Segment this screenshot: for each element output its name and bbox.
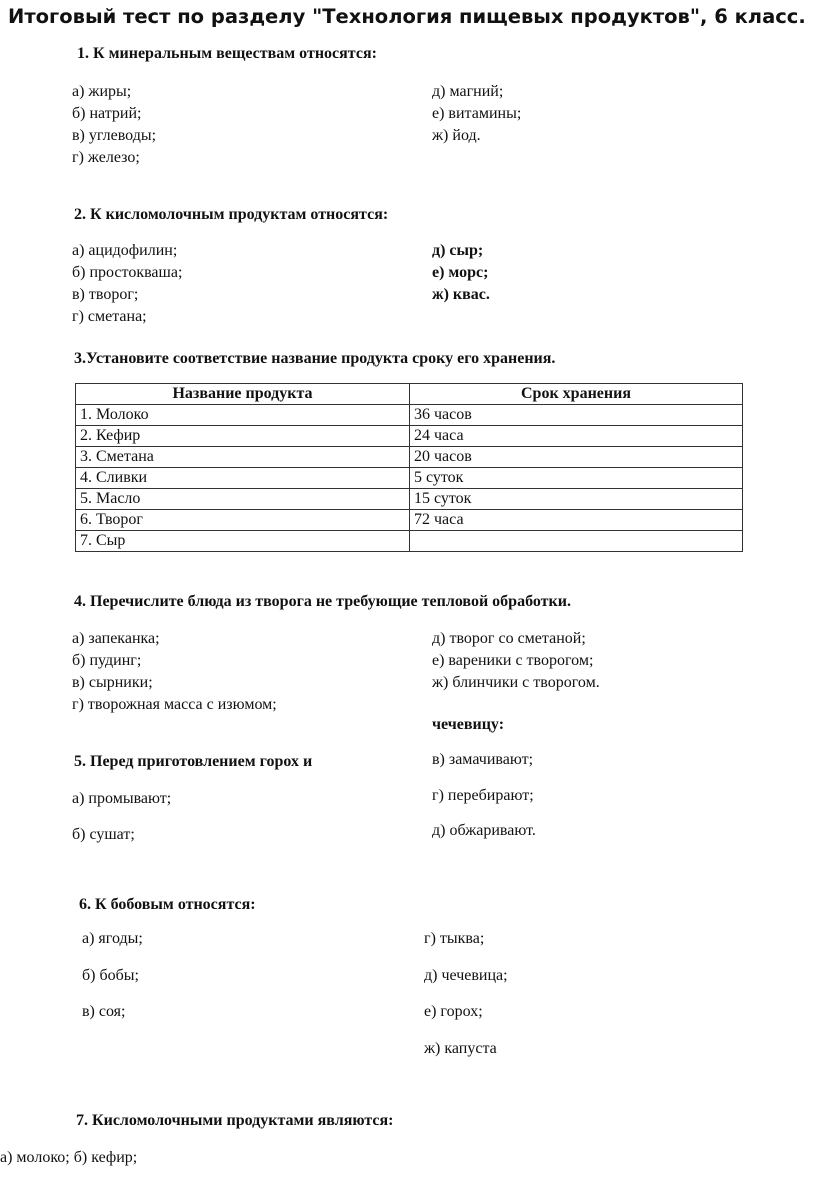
storage-cell: 36 часов	[410, 405, 743, 426]
q1-option-right-3: ж) йод.	[432, 127, 481, 144]
storage-cell: 15 суток	[410, 489, 743, 510]
q5-option-b: б) сушат;	[72, 826, 135, 843]
storage-table	[75, 383, 743, 552]
q1-option-b: б) натрий;	[72, 105, 142, 122]
q5-option-right-3: д) обжаривают.	[432, 822, 536, 839]
q4-option-c: в) сырники;	[72, 674, 153, 691]
q2-option-right-2: е) морс;	[432, 264, 489, 281]
question-5-continuation: чечевицу:	[432, 716, 505, 733]
product-cell: 2. Кефир	[76, 426, 410, 447]
product-cell: 4. Сливки	[76, 468, 410, 489]
q4-option-right-3: ж) блинчики с творогом.	[432, 674, 600, 691]
storage-cell	[410, 531, 743, 552]
column-header-product: Название продукта	[76, 384, 410, 405]
q1-option-right-1: д) магний;	[432, 83, 504, 100]
table-row	[76, 426, 743, 447]
q2-option-b: б) простокваша;	[72, 264, 183, 281]
q1-option-a: а) жиры;	[72, 83, 132, 100]
q2-option-right-1: д) сыр;	[432, 242, 484, 259]
table-row	[76, 405, 743, 426]
table-header-row	[76, 384, 743, 405]
question-3: 3.Установите соответствие название продукта сроку его хранения.	[74, 350, 556, 367]
q2-option-c: в) творог;	[72, 286, 139, 303]
question-4: 4. Перечислите блюда из творога не требующие тепловой обработки.	[74, 593, 571, 610]
q2-option-a: а) ацидофилин;	[72, 242, 178, 259]
column-header-storage: Срок хранения	[410, 384, 743, 405]
storage-cell: 5 суток	[410, 468, 743, 489]
table-row	[76, 510, 743, 531]
page-title: Итоговый тест по разделу "Технология пищевых продуктов", 6 класс.	[8, 5, 806, 28]
product-cell: 1. Молоко	[76, 405, 410, 426]
question-1: 1. К минеральным веществам относятся:	[77, 45, 377, 62]
q4-option-d-left: г) творожная масса с изюмом;	[72, 696, 277, 713]
table-row	[76, 447, 743, 468]
q2-option-right-3: ж) квас.	[432, 286, 490, 303]
question-5: 5. Перед приготовлением горох и	[74, 753, 313, 770]
q4-option-right-1: д) творог со сметаной;	[432, 630, 586, 647]
q6-option-c: в) соя;	[82, 1003, 126, 1020]
q7-answers: а) молоко; б) кефир;	[0, 1149, 138, 1166]
q6-option-right-3: е) горох;	[424, 1003, 483, 1020]
q6-option-right-2: д) чечевица;	[424, 967, 508, 984]
table-row	[76, 531, 743, 552]
product-cell: 7. Сыр	[76, 531, 410, 552]
storage-cell: 24 часа	[410, 426, 743, 447]
q6-option-right-4: ж) капуста	[424, 1040, 497, 1057]
product-cell: 6. Творог	[76, 510, 410, 531]
q6-option-b: б) бобы;	[82, 967, 139, 984]
q6-option-right-1: г) тыква;	[424, 930, 485, 947]
q5-option-a: а) промывают;	[72, 790, 172, 807]
q2-option-d-left: г) сметана;	[72, 308, 147, 325]
q1-option-d-left: г) железо;	[72, 149, 140, 166]
q5-option-right-1: в) замачивают;	[432, 751, 534, 768]
product-cell: 5. Масло	[76, 489, 410, 510]
q6-option-a: а) ягоды;	[82, 930, 143, 947]
table-row	[76, 489, 743, 510]
product-cell: 3. Сметана	[76, 447, 410, 468]
q4-option-a: а) запеканка;	[72, 630, 160, 647]
storage-cell: 72 часа	[410, 510, 743, 531]
q4-option-b: б) пудинг;	[72, 652, 142, 669]
q1-option-c: в) углеводы;	[72, 127, 157, 144]
storage-cell: 20 часов	[410, 447, 743, 468]
question-2: 2. К кисломолочным продуктам относятся:	[74, 206, 389, 223]
question-6: 6. К бобовым относятся:	[79, 896, 256, 913]
table-row	[76, 468, 743, 489]
question-7: 7. Кисломолочными продуктами являются:	[76, 1112, 394, 1129]
q5-option-right-2: г) перебирают;	[432, 787, 534, 804]
q1-option-right-2: е) витамины;	[432, 105, 522, 122]
q4-option-right-2: е) вареники с творогом;	[432, 652, 594, 669]
